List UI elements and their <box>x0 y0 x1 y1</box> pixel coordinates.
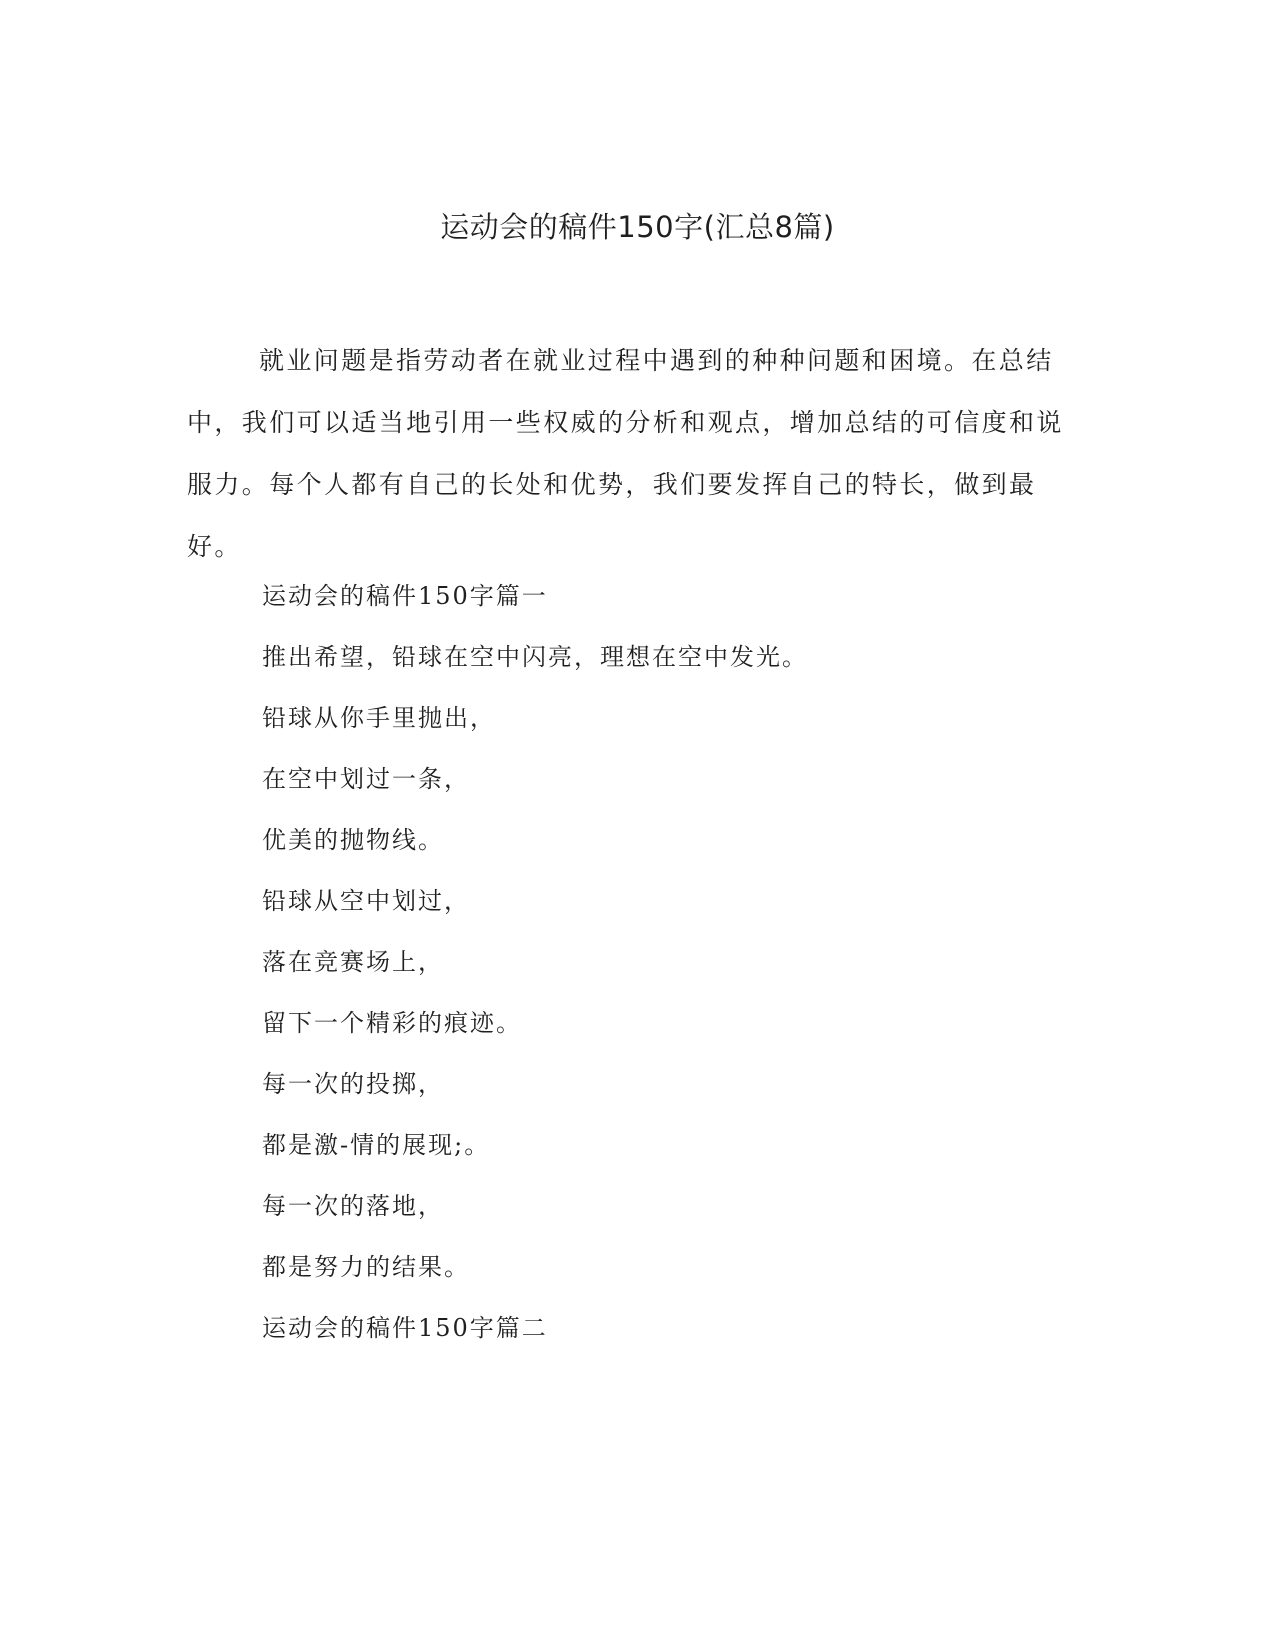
text-line: 推出希望，铅球在空中闪亮，理想在空中发光。 <box>262 643 808 671</box>
poem-line: 每一次的落地， <box>262 1192 444 1220</box>
poem-line: 落在竞赛场上， <box>262 948 444 976</box>
poem-line: 铅球从你手里抛出， <box>262 704 496 732</box>
poem-line: 每一次的投掷， <box>262 1070 444 1098</box>
poem-line: 优美的抛物线。 <box>262 826 444 854</box>
document-title: 运动会的稿件150字(汇总8篇) <box>440 210 835 244</box>
section-heading-1: 运动会的稿件150字篇一 <box>262 582 548 610</box>
content-lines <box>262 580 1082 1373</box>
intro-paragraph: 就业问题是指劳动者在就业过程中遇到的种种问题和困境。在总结中，我们可以适当地引用一些权威的分析和观点，增加总结的可信度和说服力。每个人都有自己的长处和优势，我们要发挥自己的特长，做到最好。 <box>187 346 1064 561</box>
poem-line: 都是激-情的展现;。 <box>262 1131 491 1159</box>
section-heading-2: 运动会的稿件150字篇二 <box>262 1314 548 1342</box>
poem-line: 留下一个精彩的痕迹。 <box>262 1009 522 1037</box>
poem-line: 铅球从空中划过， <box>262 887 470 915</box>
poem-line: 都是努力的结果。 <box>262 1253 470 1281</box>
poem-line: 在空中划过一条， <box>262 765 470 793</box>
